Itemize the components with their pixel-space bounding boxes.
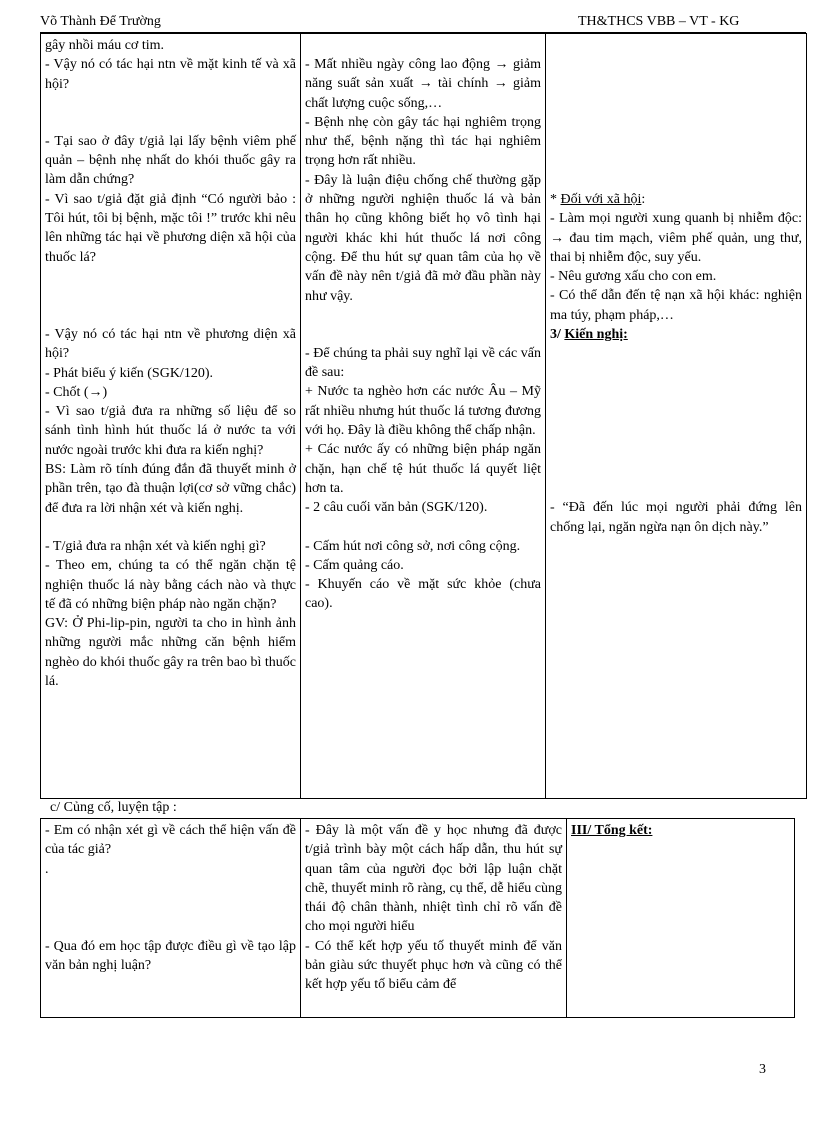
answer-text: - Đây là một vấn đề y học nhưng đã được t/giả trình bày một cách hấp dẫn, thu hút sự quan tâm của người đọc bởi lập luận chặt chẽ, thuyết minh rõ ràng, cụ thể, dễ hiểu cùng thái độ chân thành, nhiệt tình chỉ rõ vấn đề cho mọi người hiểu (305, 823, 562, 935)
answer-text: - Có thể kết hợp yếu tố thuyết minh để văn bản giàu sức thuyết phục hơn và cũng có thể kết hợp yếu tố biểu cảm để (305, 938, 562, 993)
answer-text: - Để chúng ta phải suy nghĩ lại về các vấn đề sau: (305, 345, 541, 381)
quote-text: - “Đã đến lúc mọi người phải đứng lên chống lại, ngăn ngừa nạn ôn dịch này.” (550, 500, 802, 535)
student-answers-column (301, 34, 546, 799)
question-text: - Theo em, chúng ta có thể ngăn chặn tệ nghiện thuốc lá này bằng cách nào và thực tế đã có những biện pháp nào ngăn chặn? (45, 558, 296, 612)
practice-questions-column (41, 819, 301, 1018)
question-text: - Vì sao t/giả đặt giả định “Có người bảo : Tôi hút, tôi bị bệnh, mặc tôi !” trước khi nêu lên những tác hại về phương diện xã hội của thuốc lá? (45, 191, 296, 265)
answer-text: - 2 câu cuối văn bản (SGK/120). (305, 500, 488, 516)
question-text: - T/giả đưa ra nhận xét và kiến nghị gì? (45, 538, 266, 554)
content-text: - Có thể dẫn đến tệ nạn xã hội khác: nghiện ma túy, phạm pháp,… (550, 288, 802, 323)
summary-column (567, 819, 795, 1018)
question-text: GV: Ở Phi-lip-pin, người ta cho in hình ảnh những người mắc những căn bệnh hiểm nghèo do khói thuốc gây ra trên bao bì thuốc lá. (45, 616, 296, 690)
answer-text: - Cấm hút nơi công sở, nơi công cộng. (305, 538, 521, 554)
summary-heading: III/ Tổng kết: (571, 823, 653, 838)
header-school: TH&THCS VBB – VT - KG (578, 14, 740, 29)
question-text: . (45, 861, 49, 877)
table-row (41, 34, 807, 799)
recommendation-heading: 3/ Kiến nghị: (550, 327, 628, 343)
answer-text: - Cấm quảng cáo. (305, 557, 404, 573)
social-heading: * Đối với xã hội: (550, 192, 646, 207)
answer-text: - Mất nhiều ngày công lao động → giảm năng suất sản xuất → tài chính → giảm chất lượng cuộc sống,… (305, 57, 541, 111)
practice-table (40, 818, 795, 1018)
answer-text: - Bệnh nhẹ còn gây tác hại nghiêm trọng như thế, bệnh nặng thì tác hại nghiêm trọng hơn rất nhiều. (305, 114, 541, 169)
content-text: - Nêu gương xấu cho con em. (550, 269, 717, 285)
answer-text: + Các nước ấy có những biện pháp ngăn chặn, hạn chế tệ hút thuốc lá quyết liệt hơn ta. (305, 442, 541, 496)
page-number: 3 (759, 1062, 766, 1077)
question-text: - Chốt (→) (45, 384, 108, 400)
table-row (41, 819, 795, 1018)
practice-answers-column (301, 819, 567, 1018)
question-text: - Em có nhận xét gì về cách thể hiện vấn đề của tác giả? (45, 823, 296, 858)
question-text: gây nhồi máu cơ tim. (45, 38, 164, 53)
answer-text: + Nước ta nghèo hơn các nước Âu – Mỹ rất nhiều nhưng hút thuốc lá tương đương với họ. Đây là điều không thể chấp nhận. (305, 384, 541, 439)
header-author: Võ Thành Để Trường (40, 14, 161, 29)
teacher-questions-column (41, 34, 301, 799)
question-text: BS: Làm rõ tính đúng đắn đã thuyết minh ở phần trên, tạo đà thuận lợi(cơ sở vững chắc) để đưa ra lời nhận xét và kiến nghị. (45, 462, 296, 516)
section-title: c/ Củng cố, luyện tập : (50, 800, 177, 815)
question-text: - Vì sao t/giả đưa ra những số liệu để so sánh tình hình hút thuốc lá ở nước ta với nước ngoài trước khi đưa ra kiến nghị? (45, 404, 296, 458)
answer-text: - Đây là luận điệu chống chế thường gặp ở những người nghiện thuốc lá và bản thân họ cũng không biết họ vô tình hại người khác khi hút thuốc lá nơi công cộng. Để thu hút sự quan tâm của họ về vấn đề này nên t/giả đã mở đầu phần này như vậy. (305, 172, 541, 304)
question-text: - Vậy nó có tác hại ntn về phương diện xã hội? (45, 326, 296, 362)
lesson-table (40, 33, 807, 799)
lesson-content-column (546, 34, 807, 799)
question-text: - Qua đó em học tập được điều gì về tạo lập văn bản nghị luận? (45, 938, 296, 974)
question-text: - Phát biểu ý kiến (SGK/120). (45, 365, 213, 381)
question-text: - Vậy nó có tác hại ntn về mặt kinh tế và xã hội? (45, 57, 296, 92)
question-text: - Tại sao ở đây t/giả lại lấy bệnh viêm phế quản – bệnh nhẹ nhất do khói thuốc gây ra làm dẫn chứng? (45, 133, 296, 188)
content-text: - Làm mọi người xung quanh bị nhiễm độc: → đau tim mạch, viêm phế quản, ung thư, thai bị nhiễm độc, suy yếu. (550, 211, 802, 265)
answer-text: - Khuyến cáo về mặt sức khỏe (chưa cao). (305, 577, 541, 612)
